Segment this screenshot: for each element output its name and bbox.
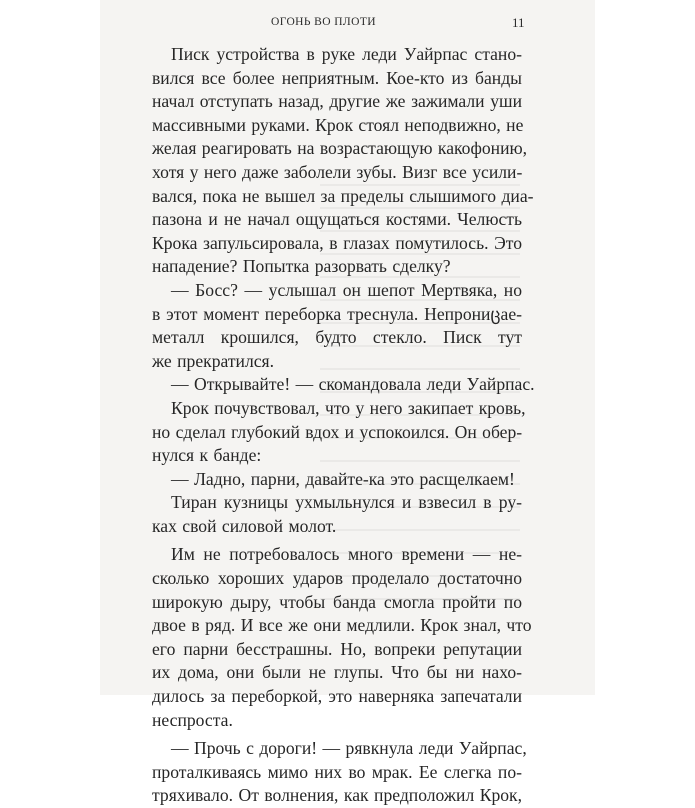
- text-line: желая реагировать на возрастающую какофонию,: [152, 138, 528, 159]
- text-line: пазона и не начал ощущаться костями. Челюсть: [152, 209, 522, 230]
- text-line: нулся к банде:: [152, 445, 262, 466]
- text-line: хотя у него даже заболели зубы. Визг все усили-: [152, 161, 523, 182]
- text-line: двое в ряд. И все же они медлили. Крок знал, что: [152, 615, 532, 636]
- text-line: начал отступать назад, другие же зажимали уши: [152, 91, 522, 112]
- text-line: нападение? Попытка разорвать сделку?: [152, 256, 451, 277]
- text-line: — Прочь с дороги! — рявкнула леди Уайрпас,: [171, 738, 527, 759]
- text-line: но сделал глубокий вдох и успокоился. Он обер-: [152, 421, 523, 442]
- text-line: ках свой силовой молот.: [152, 515, 337, 536]
- text-line: сколько хороших ударов проделало достаточно: [152, 568, 522, 589]
- text-line: в этот момент переборка треснула. Непрониცае-: [152, 303, 522, 324]
- text-line: Тиран кузницы ухмыльнулся и взвесил в ру-: [171, 492, 522, 513]
- body-text: [152, 43, 535, 808]
- running-title: ОГОНЬ ВО ПЛОТИ: [271, 16, 376, 28]
- text-line: широкую дыру, чтобы банда смогла пройти по: [152, 591, 522, 612]
- text-line: проталкиваясь мимо них во мрак. Ее слегка по-: [152, 761, 522, 782]
- text-line: дилось за переборкой, это наверняка запечатали: [152, 686, 522, 707]
- text-line: Крока запульсировала, в глазах помутилось. Это: [152, 232, 522, 253]
- text-line: Писк устройства в руке леди Уайрпас стано-: [171, 44, 522, 64]
- text-line: тряхивало. От волнения, как предположил Крок,: [152, 785, 522, 806]
- text-line: — Ладно, парни, давайте-ка это расщелкаем!: [171, 468, 515, 489]
- text-line: массивными руками. Крок стоял неподвижно, не: [152, 114, 524, 135]
- text-line: их дома, они были не глупы. Что бы ни нахо-: [152, 662, 522, 683]
- text-line: же прекратился.: [152, 350, 275, 371]
- text-line: — Босс? — услышал он шепот Мертвяка, но: [171, 279, 522, 300]
- text-line: Им не потребовалось много времени — не-: [171, 544, 522, 565]
- book-page: [100, 0, 595, 806]
- text-line: вился все более неприятным. Кое-кто из банды: [152, 67, 522, 88]
- text-line: — Открывайте! — скомандовала леди Уайрпас.: [171, 374, 535, 395]
- text-line: вался, пока не вышел за пределы слышимого диа-: [152, 185, 534, 206]
- page-number: 11: [512, 15, 525, 30]
- text-line: металл крошился, будто стекло. Писк тут: [152, 327, 522, 348]
- text-line: Крок почувствовал, что у него закипает кровь,: [171, 397, 526, 418]
- text-line: неспроста.: [152, 709, 233, 730]
- text-line: его парни бесстрашны. Но, вопреки репутации: [152, 638, 522, 659]
